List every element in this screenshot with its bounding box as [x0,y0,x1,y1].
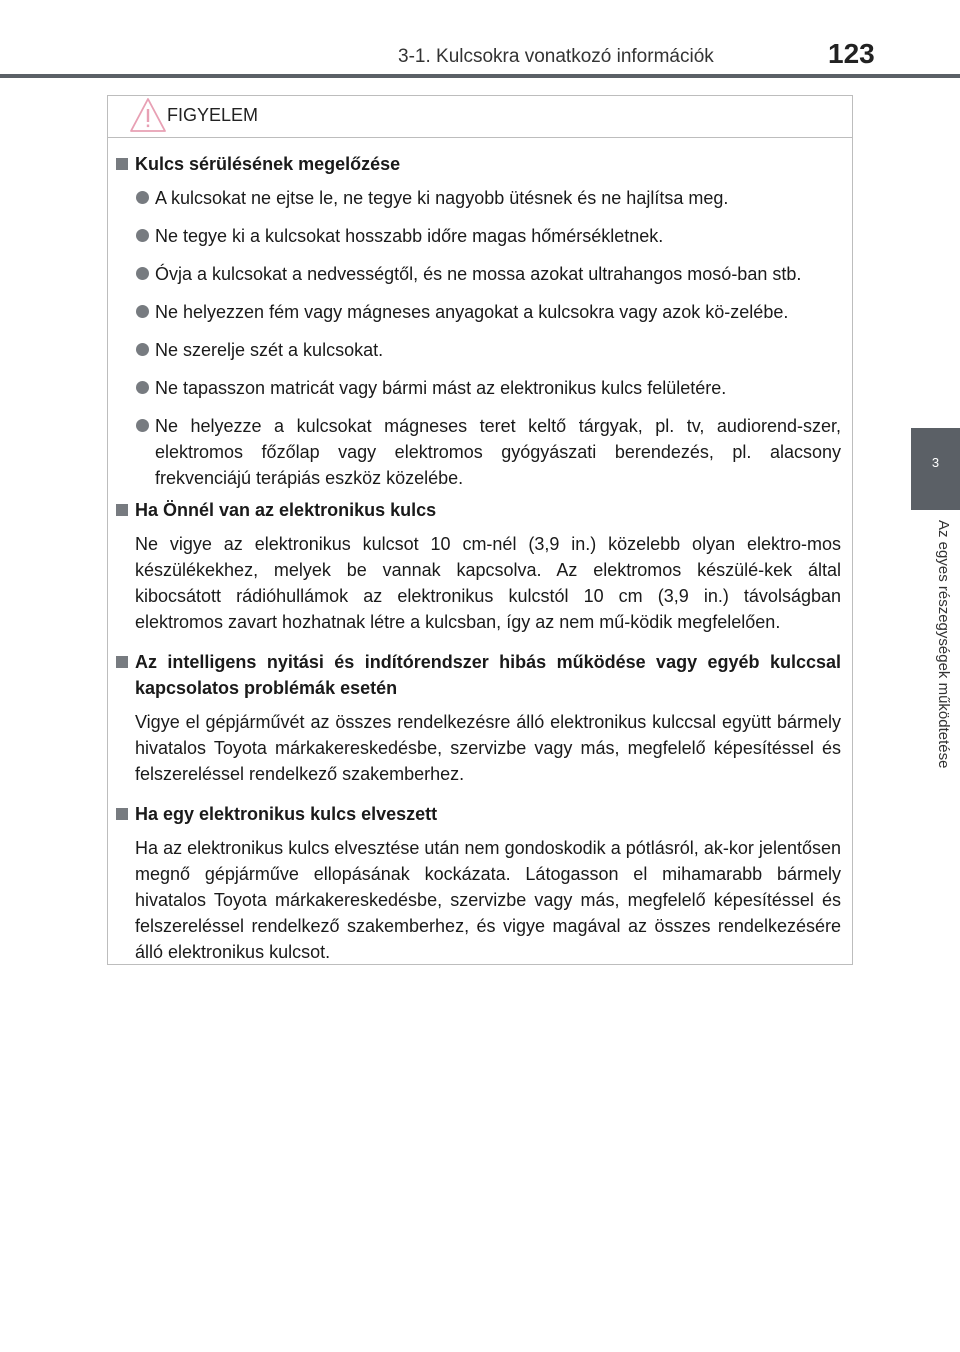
list-item [108,299,854,325]
list-item [108,375,854,401]
section-heading [108,151,854,177]
bullet-dot-icon [136,229,149,242]
list-item-text: A kulcsokat ne ejtse le, ne tegye ki nagyobb ütésnek és ne hajlítsa meg. [155,188,729,208]
square-bullet-icon [116,504,128,516]
bullet-dot-icon [136,343,149,356]
warning-box [107,95,853,965]
list-item-text: Ne szerelje szét a kulcsokat. [155,340,384,360]
chapter-number: 3 [931,455,940,470]
chapter-tab [911,428,960,510]
section-paragraph: Ne vigye az elektronikus kulcsot 10 cm-nél (3,9 in.) közelebb olyan elektro-mos készülékekhez, melyek be vannak kapcsolva. Az elektromos készülé-kek által kibocsátott rádióhullámok az elektronikus kulcstól 10 cm (3,9 in.) távolságban elektromos zavart hozhatnak létre a kulcsban, így az nem mű-ködik megfelelően. [135,534,841,632]
section-heading-text: Ha egy elektronikus kulcs elveszett [135,804,438,824]
section-heading-text: Kulcs sérülésének megelőzése [135,154,401,174]
list-item [108,337,854,363]
section-heading [108,801,854,827]
list-item-text: Ne helyezzen fém vagy mágneses anyagokat a kulcsokra vagy azok kö-zelébe. [155,302,789,322]
list-item-text: Ne tegye ki a kulcsokat hosszabb időre magas hőmérsékletnek. [155,226,664,246]
bullet-dot-icon [136,191,149,204]
warning-triangle-icon [129,96,167,134]
list-item [108,223,854,249]
section-heading [108,649,854,701]
bullet-dot-icon [136,305,149,318]
page-number: 123 [828,38,875,69]
chapter-title: Az egyes részegységek működtetése [935,520,952,769]
warning-title: FIGYELEM [167,105,259,125]
warning-content [108,151,854,979]
bullet-dot-icon [136,381,149,394]
list-item [108,185,854,211]
warning-header [108,96,852,138]
list-item-text: Óvja a kulcsokat a nedvességtől, és ne mossa azokat ultrahangos mosó-ban stb. [155,264,802,284]
section-paragraph: Vigye el gépjárművét az összes rendelkezésre álló elektronikus kulccsal együtt bármely hivatalos Toyota márkakereskedésbe, szervizbe vagy más, megfelelő képesítéssel és felszereléssel rendelkező szakemberhez. [135,712,841,784]
list-item-text: Ne tapasszon matricát vagy bármi mást az elektronikus kulcs felületére. [155,378,727,398]
bullet-dot-icon [136,267,149,280]
header-rule [0,74,960,78]
square-bullet-icon [116,158,128,170]
section-heading-text: Az intelligens nyitási és indítórendszer hibás működése vagy egyéb kulccsal kapcsolatos problémák esetén [135,652,841,698]
square-bullet-icon [116,656,128,668]
section-title: 3-1. Kulcsokra vonatkozó információk [398,46,714,67]
section-heading-text: Ha Önnél van az elektronikus kulcs [135,500,437,520]
section-heading [108,497,854,523]
list-item [108,261,854,287]
list-item-text: Ne helyezze a kulcsokat mágneses teret keltő tárgyak, pl. tv, audiorend-szer, elektromos főzőlap vagy elektromos gyógyászati berendezés, pl. alacsony frekvenciájú terápiás eszköz közelébe. [155,416,841,488]
section-paragraph: Ha az elektronikus kulcs elvesztése után nem gondoskodik a pótlásról, ak-kor jelentősen megnő gépjárműve ellopásának kockázata. Látogasson el mihamarabb bármely hivatalos Toyota márkakereskedésbe, szervizbe vagy más, megfelelő képesítéssel és felszereléssel rendelkező szakemberhez, és vigye magával az összes rendelkezésére álló elektronikus kulcsot. [135,838,841,962]
square-bullet-icon [116,808,128,820]
list-item [108,413,854,491]
bullet-dot-icon [136,419,149,432]
